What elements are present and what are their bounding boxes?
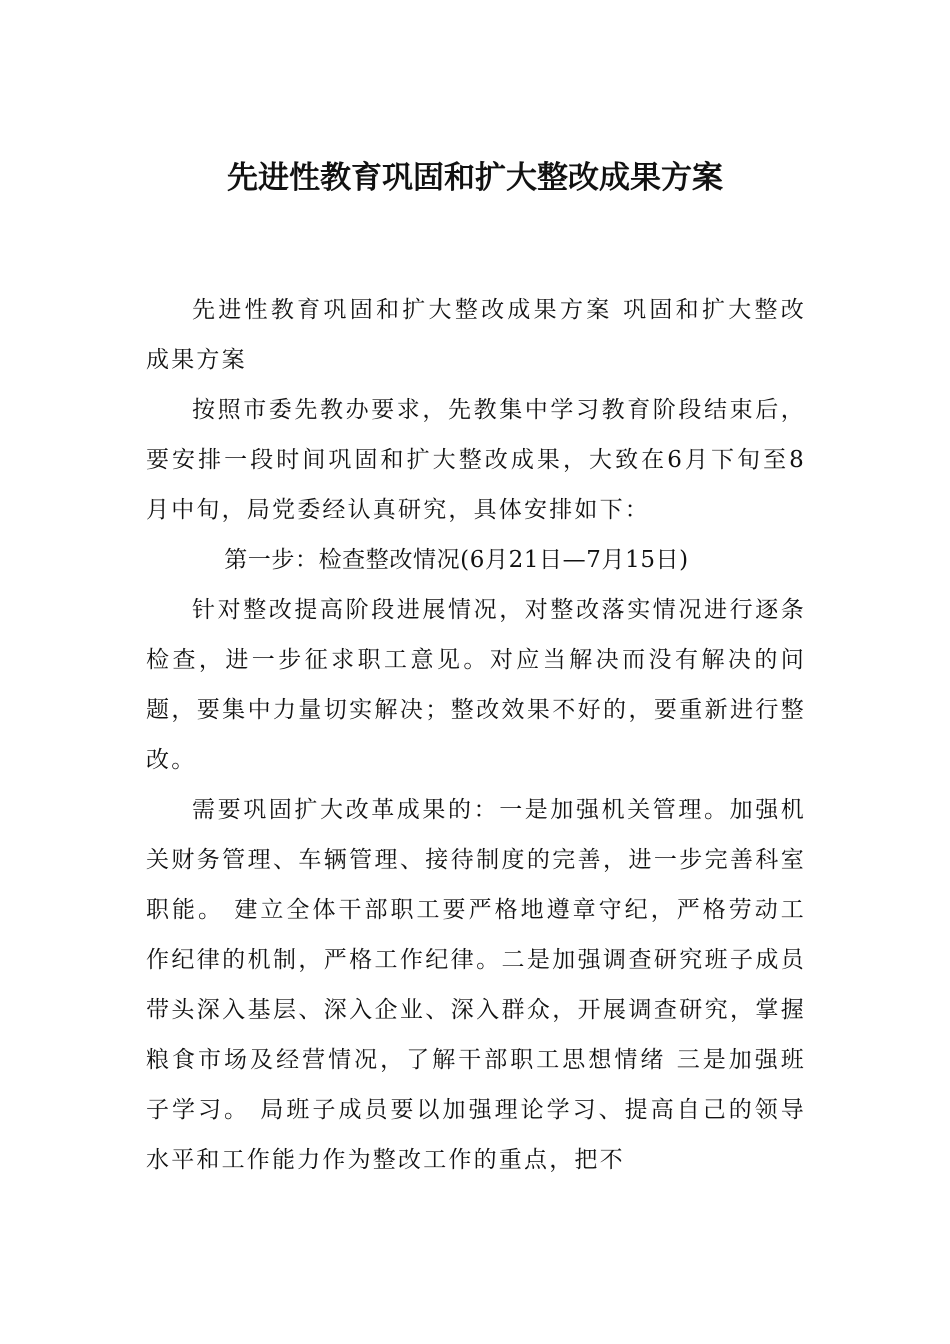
paragraph-heading-repeat: 先进性教育巩固和扩大整改成果方案 巩固和扩大整改成果方案	[146, 297, 806, 373]
document-title: 先进性教育巩固和扩大整改成果方案	[227, 160, 723, 196]
paragraph-intro: 按照市委先教办要求，先教集中学习教育阶段结束后，要安排一段时间巩固和扩大整改成果，大致在6月下旬至8月中旬，局党委经认真研究，具体安排如下：	[146, 397, 806, 523]
paragraph-step-one: 第一步：检查整改情况(6月21日—7月15日)	[224, 547, 689, 573]
paragraph-consolidation: 需要巩固扩大改革成果的：一是加强机关管理。加强机关财务管理、车辆管理、接待制度的完善，进一步完善科室职能。 建立全体干部职工要严格地遵章守纪，严格劳动工作纪律的机制，严格工作纪律。二是加强调查研究班子成员带头深入基层、深入企业、深入群众，开展调查研究，掌握粮食市场及经营情况，了解干部职工思想情绪 三是加强班子学习。 局班子成员要以加强理论学习、提高自己的领导水平和工作能力作为整改工作的重点，把不	[146, 797, 806, 1173]
paragraph-inspection: 针对整改提高阶段进展情况，对整改落实情况进行逐条检查，进一步征求职工意见。对应当解决而没有解决的问题，要集中力量切实解决；整改效果不好的，要重新进行整改。	[146, 597, 806, 773]
document-body	[146, 285, 806, 1185]
